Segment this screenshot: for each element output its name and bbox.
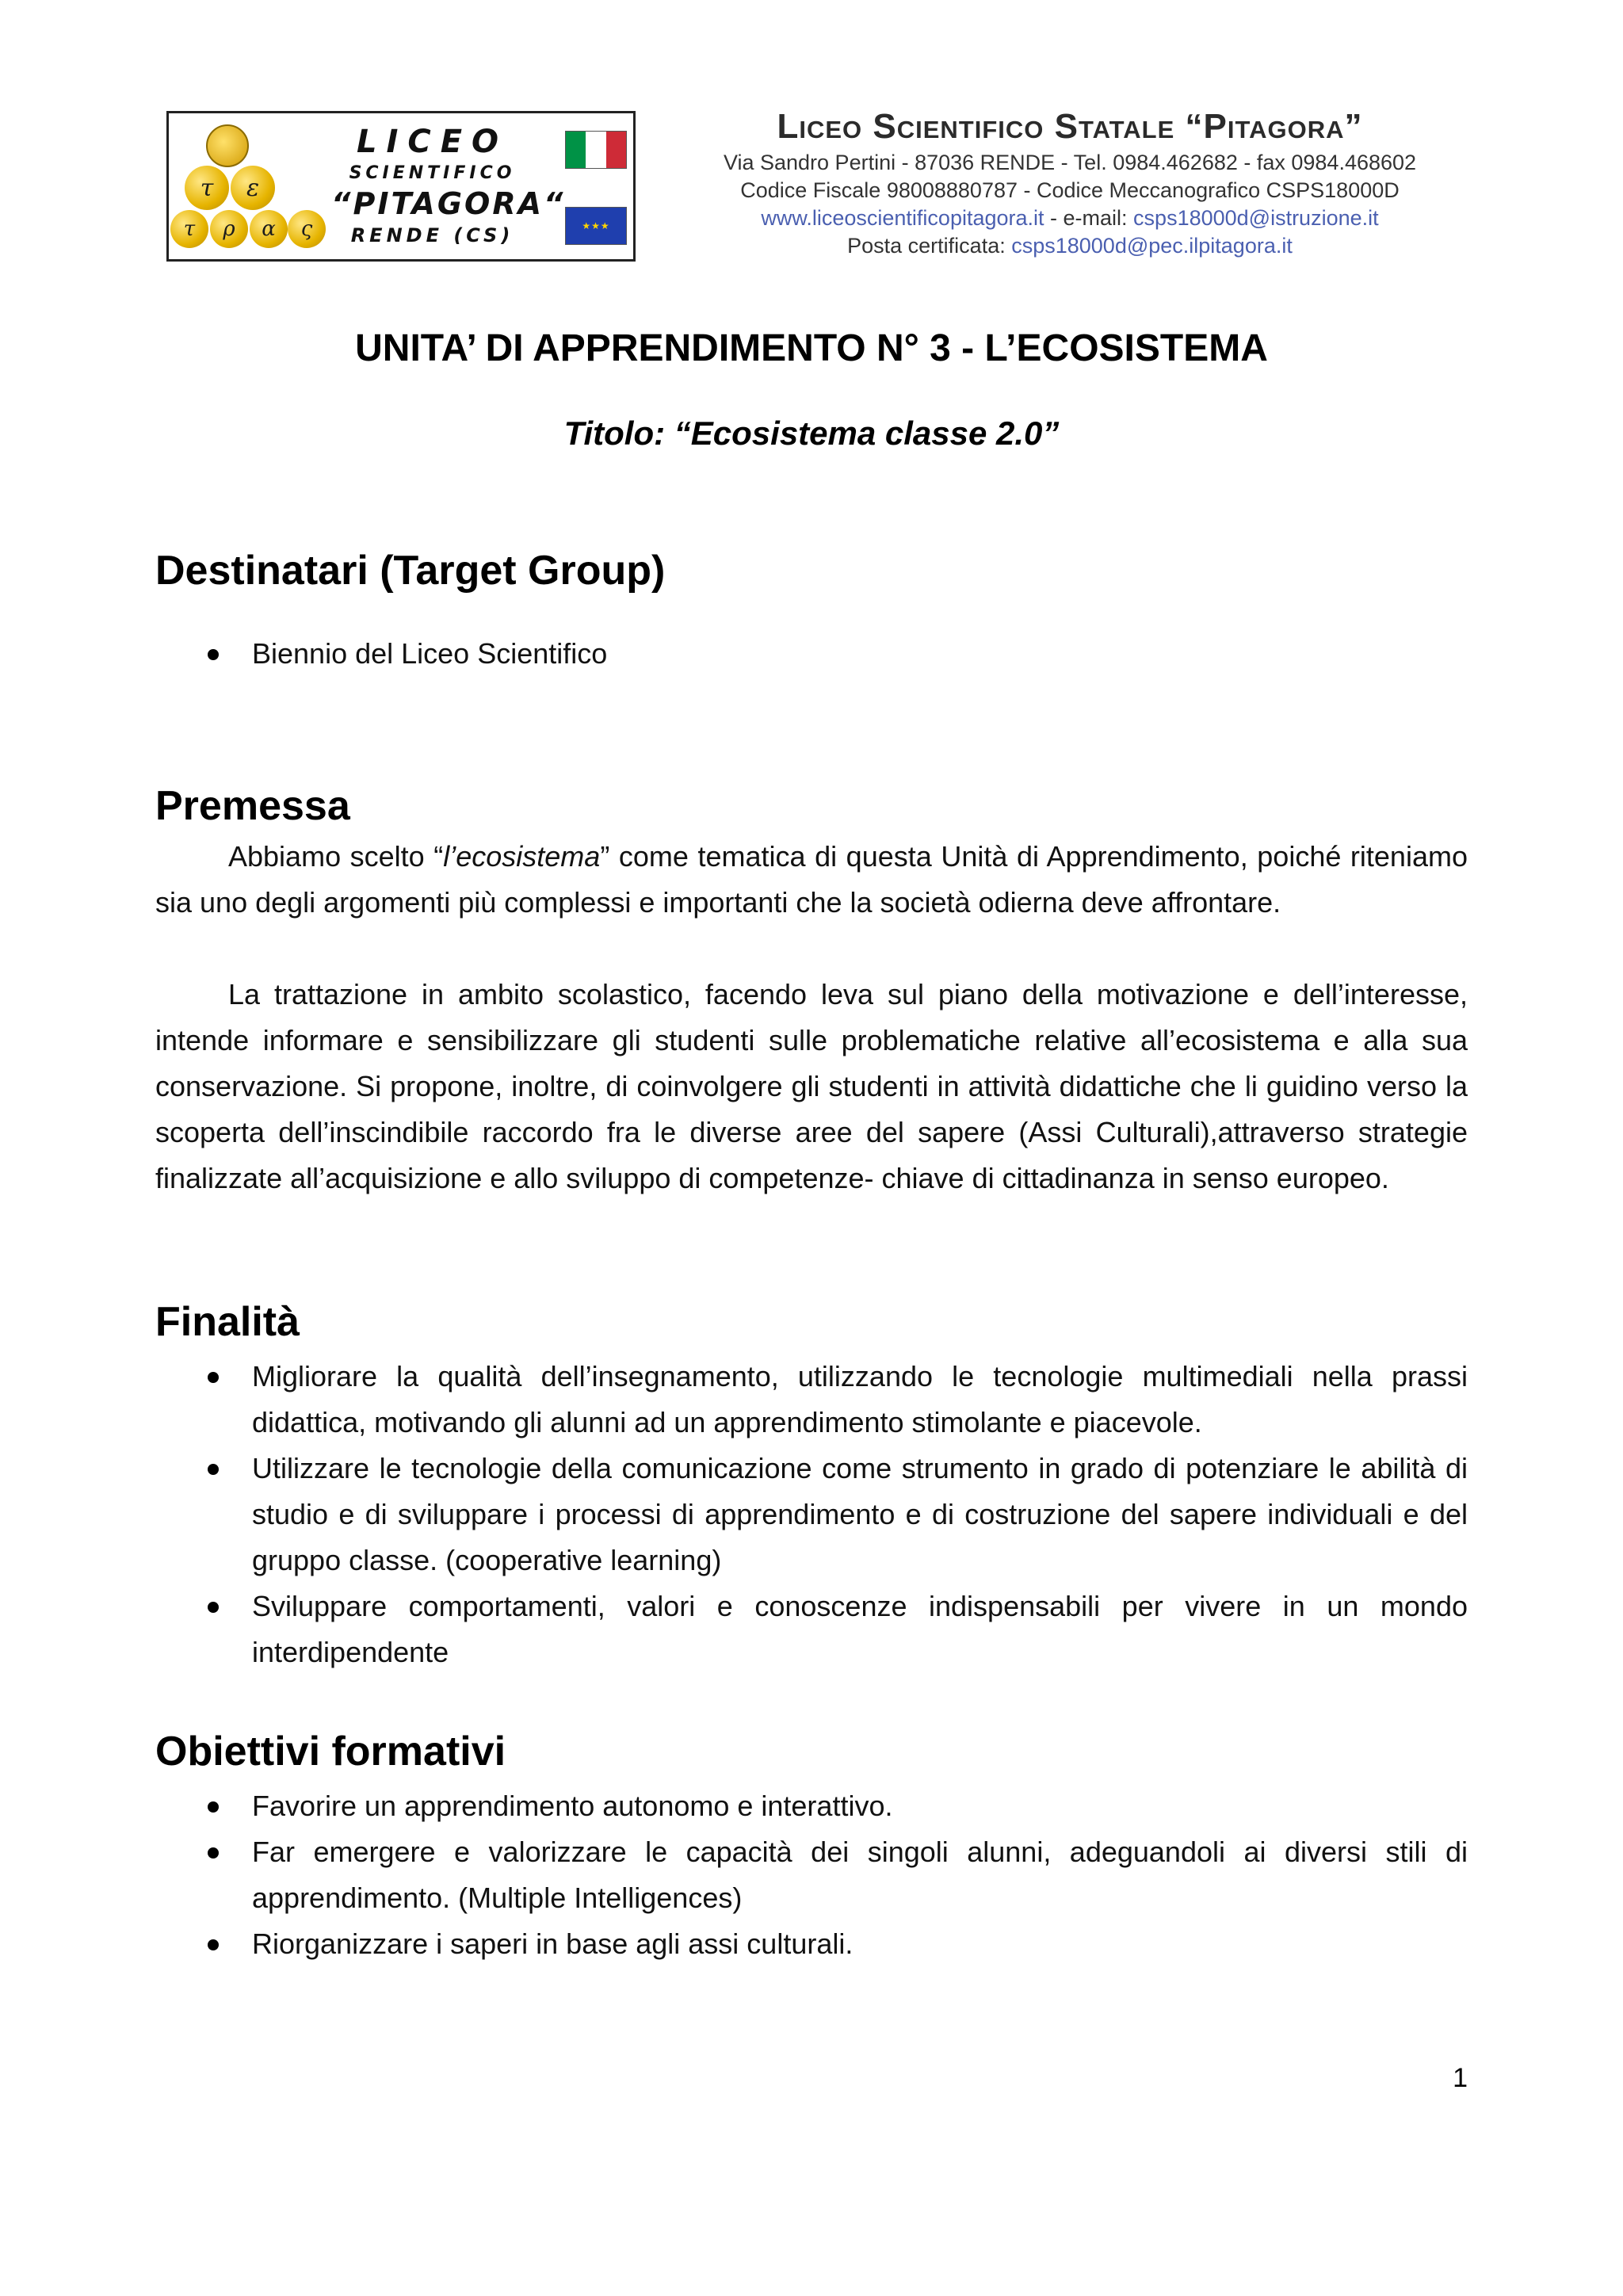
section-heading-destinatari: Destinatari (Target Group)	[155, 548, 666, 594]
logo-line-pitagora: “PITAGORA“	[331, 186, 566, 221]
premessa-paragraph-1	[155, 834, 1468, 926]
school-logo	[166, 111, 636, 262]
page-number: 1	[1453, 2063, 1468, 2093]
email-label: - e-mail:	[1044, 206, 1134, 230]
logo-coins	[169, 113, 327, 264]
logo-line-liceo: LICEO	[356, 124, 509, 160]
list-item: Migliorare la qualità dell’insegnamento, utilizzando le tecnologie multimediali nella prassi didattica, motivando gli alunni ad un apprendimento stimolante e piacevole.	[155, 1354, 1468, 1446]
pec-link[interactable]: csps18000d@pec.ilpitagora.it	[1011, 234, 1293, 258]
premessa-paragraph-2: La trattazione in ambito scolastico, facendo leva sul piano della motivazione e dell’interesse, intende informare e sensibilizzare gli studenti sulle problematiche relative all’ecosistema e alla sua conservazione. Si propone, inoltre, di coinvolgere gli studenti in attività didattiche che li guidino verso la scoperta dell’inscindibile raccordo fra le diverse aree del sapere (Assi Culturali),attraverso strategie finalizzate all’acquisizione e allo sviluppo di competenze- chiave di cittadinanza in senso europeo.	[155, 978, 1468, 1194]
section-heading-finalita: Finalità	[155, 1299, 300, 1345]
school-name: Liceo Scientifico Statale “Pitagora”	[777, 107, 1363, 146]
logo-line-scientifico: SCIENTIFICO	[349, 163, 516, 183]
finalita-list	[155, 1354, 1468, 1675]
obiettivi-list	[155, 1783, 1468, 1967]
list-item: Riorganizzare i saperi in base agli assi culturali.	[155, 1921, 1468, 1967]
school-pec	[650, 232, 1490, 260]
destinatari-list	[155, 631, 1468, 677]
logo-coin: α	[250, 210, 288, 248]
document-title: UNITA’ DI APPRENDIMENTO N° 3 - L’ECOSISTEMA	[355, 327, 1268, 369]
email-link[interactable]: csps18000d@istruzione.it	[1133, 206, 1379, 230]
list-item: Biennio del Liceo Scientifico	[155, 631, 1468, 677]
premessa-text: Abbiamo scelto “	[228, 840, 444, 873]
website-link[interactable]: www.liceoscientificopitagora.it	[761, 206, 1044, 230]
list-item: Utilizzare le tecnologie della comunicazione come strumento in grado di potenziare le abilità di studio e di sviluppare i processi di apprendimento e di costruzione del sapere individuali e del gruppo classe. (cooperative learning)	[155, 1446, 1468, 1584]
section-heading-obiettivi: Obiettivi formativi	[155, 1729, 506, 1775]
logo-coin: ρ	[210, 210, 248, 248]
list-item: Far emergere e valorizzare le capacità dei singoli alunni, adeguandoli ai diversi stili di apprendimento. (Multiple Intelligences)	[155, 1829, 1468, 1921]
eu-flag-icon: ★★★	[565, 207, 627, 245]
list-item: Sviluppare comportamenti, valori e conoscenze indispensabili per vivere in un mondo interdipendente	[155, 1584, 1468, 1675]
premessa-text: ” come tematica di questa Unità di Apprendimento, poiché riteniamo sia uno degli argomenti più complessi e importanti che la società odierna deve affrontare.	[155, 840, 1468, 919]
logo-line-rende: RENDE (CS)	[350, 224, 514, 246]
italy-flag-icon	[565, 131, 627, 169]
premessa-emphasis: l’ecosistema	[443, 840, 601, 873]
school-contacts	[650, 204, 1490, 232]
pec-label: Posta certificata:	[847, 234, 1012, 258]
list-item: Favorire un apprendimento autonomo e interattivo.	[155, 1783, 1468, 1829]
logo-coin: ε	[231, 166, 275, 210]
section-heading-premessa: Premessa	[155, 783, 350, 829]
document-subtitle: Titolo: “Ecosistema classe 2.0”	[563, 415, 1060, 452]
logo-coin: τ	[170, 210, 208, 248]
logo-text	[331, 123, 566, 250]
school-address: Via Sandro Pertini - 87036 RENDE - Tel. 0984.462682 - fax 0984.468602	[723, 151, 1417, 174]
school-codes: Codice Fiscale 98008880787 - Codice Meccanografico CSPS18000D	[740, 178, 1400, 202]
logo-coin: τ	[185, 166, 229, 210]
school-info	[650, 105, 1490, 260]
logo-coin: ς	[288, 210, 326, 248]
republic-emblem-icon	[206, 124, 249, 167]
